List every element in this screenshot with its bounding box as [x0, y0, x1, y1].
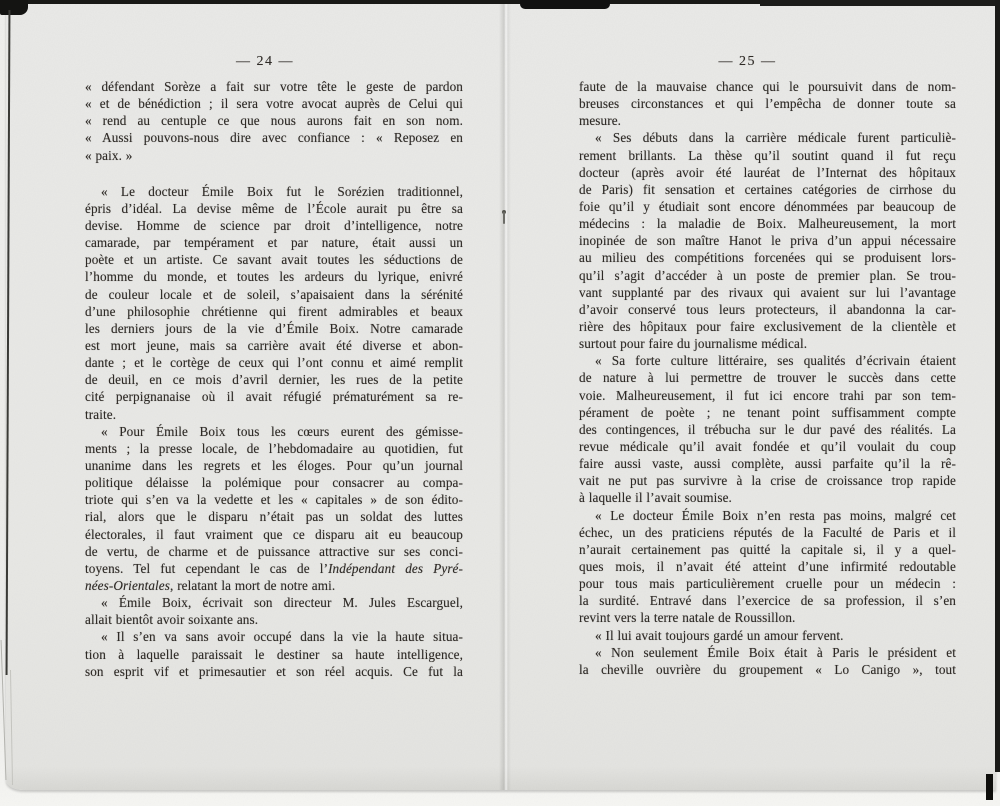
text-line: « rend au centuple ce que nous aurons fait en son nom.: [85, 113, 463, 129]
text-line: pérament de poète ; ne tenant point suffisamment compte: [579, 404, 956, 420]
text-line: docteur (après avoir été lauréat de l’Internat des hôpitaux: [579, 164, 956, 180]
text-line: rement brillants. La thèse qu’il soutint quand il fut reçu: [579, 147, 956, 163]
text-line: de couleur locale et de soleil, s’apaisaient dans la sérénité: [85, 286, 463, 302]
paragraph: [579, 352, 956, 506]
text-line: « et de bénédiction ; il sera votre avocat auprès de Celui qui: [85, 96, 463, 112]
text-line: l’homme du monde, et toutes les ardeurs du lyrique, enivré: [85, 269, 463, 285]
text-line: de deuil, en ce mois d’avril dernier, les rues de la petite: [85, 372, 463, 388]
text-line: les derniers jours de la vie d’Émile Boix. Notre camarade: [85, 320, 463, 336]
text-line: rial, alors que le disparu n’était pas un soldat des luttes: [85, 509, 463, 525]
text-line: politique délaisse la polémique pour consacrer au compa-: [85, 475, 463, 491]
text-line: unanime dans les regrets et les éloges. Pour qu’un journal: [85, 457, 463, 473]
scan-edge-top-bump: [520, 0, 610, 9]
page-24: [85, 54, 463, 680]
paragraph: [85, 628, 463, 679]
paragraph: [579, 644, 956, 678]
staple-icon: [503, 212, 505, 224]
text-line: nées-Orientales, relatant la mort de notre ami.: [85, 577, 336, 593]
text-line: échec, un des praticiens réputés de la Faculté de Paris et il: [579, 524, 956, 540]
page-25: [579, 54, 956, 678]
text-line: de vertu, de charme et de puissance attractive sur ses conci-: [85, 543, 463, 559]
paragraph: [85, 78, 463, 164]
text-line: cité perpignanaise où il avait réfugié prématurément sa re-: [85, 389, 463, 405]
text-line: devise. Homme de science par droit d’intelligence, notre: [85, 217, 463, 233]
text-line: « Sa forte culture littéraire, ses qualités d’écrivain étaient: [595, 353, 956, 369]
text-line: « paix. »: [85, 147, 133, 163]
page-24-text: [85, 78, 463, 680]
text-line: d’avoir conservé tous leurs protecteurs, il abandonna la car-: [579, 301, 956, 317]
text-line: toyens. Tel fut cependant le cas de l’Indépendant des Pyré-: [85, 560, 463, 576]
text-line: à laquelle il l’avait soumise.: [579, 490, 732, 506]
page-25-text: [579, 78, 956, 678]
text-line: son esprit vif et primesautier et son réel acquis. Ce fut la: [85, 663, 463, 679]
scan-edge-right: [995, 0, 1000, 772]
scan-edge-top-right: [760, 0, 1000, 6]
text-line: pour tous mais particulièrement cruelle pour un médecin :: [579, 576, 956, 592]
text-line: « Aussi pouvons-nous dire avec confiance : « Reposez en: [85, 130, 463, 146]
paragraph: [579, 507, 956, 627]
text-line: traite.: [85, 406, 117, 422]
text-line: camarade, par tempérament et par nature, était aussi un: [85, 235, 463, 251]
text-line: médecins : la maladie de Boix. Malheureusement, la mort: [579, 216, 956, 232]
text-line: inopinée de son maître Hanot le priva d’un appui nécessaire: [579, 233, 956, 249]
text-line: foie qu’il y étudiait sont encore dénommées par beaucoup de: [579, 198, 956, 214]
paragraph: [85, 183, 463, 423]
text-line: triote qui s’en va la vedette et les « capitales » de son édito-: [85, 492, 463, 508]
text-line: vant supplanté par des rivaux qui avaient sur lui l’avantage: [579, 284, 956, 300]
text-line: surtout pour faire du journalisme médical.: [579, 336, 808, 352]
text-line: revue médicale qu’il avait fondée et qu’il voulait du coup: [579, 438, 956, 454]
text-line: ments ; la presse locale, de l’hebdomadaire au quotidien, fut: [85, 440, 463, 456]
text-line: qu’il s’agit d’accéder à un poste de premier plan. Se trou-: [579, 267, 956, 283]
page-number: — 24 —: [236, 54, 294, 69]
text-line: voie. Malheureusement, il fut ici encore trahi par son tem-: [579, 387, 956, 403]
text-line: dante ; et le cortège de ceux qui l’ont connu et aimé remplit: [85, 355, 463, 371]
text-line: revint vers la terre natale de Roussillon.: [579, 610, 796, 626]
scan-corner-mark-bottom-right: [986, 774, 993, 800]
text-line: « Il s’en va sans avoir occupé dans la vie la haute situa-: [101, 629, 463, 645]
text-line: ques mois, il n’avait été atteint d’une infirmité redoutable: [579, 558, 956, 574]
paragraph: [85, 423, 463, 594]
paragraph: [579, 78, 956, 129]
scan-corner-mark: [0, 0, 28, 15]
text-line: « Le docteur Émile Boix n’en resta pas moins, malgré cet: [595, 507, 956, 523]
scan-bottom-area: [0, 792, 1000, 806]
paragraph: [579, 129, 956, 352]
text-line: électorales, il faut vraiment que ce disparu ait eu beaucoup: [85, 526, 463, 542]
paragraph: [85, 594, 463, 628]
text-line: tion à laquelle paraissait le destiner sa haute intelligence,: [85, 646, 463, 662]
text-line: épris d’idéal. La devise même de l’École aurait pu être sa: [85, 200, 463, 216]
page-number: — 25 —: [718, 54, 777, 69]
text-line: de Paris) fit sensation et certaines catégories de cirrhose du: [579, 181, 956, 197]
text-line: « Pour Émile Boix tous les cœurs eurent des gémisse-: [101, 423, 463, 439]
text-line: de nature à lui permettre de trouver le succès dans cette: [579, 370, 956, 386]
text-line: la surdité. Entravé dans l’exercice de sa profession, il s’en: [579, 593, 956, 609]
text-line: « Le docteur Émile Boix fut le Sorézien traditionnel,: [101, 183, 463, 199]
text-line: « Il lui avait toujours gardé un amour fervent.: [595, 627, 844, 643]
text-line: faire aussi vaste, aussi complète, aussi parfaite qu’il la rê-: [579, 456, 956, 472]
text-line: vait ne put pas survivre à la crise de croissance trop rapide: [579, 473, 956, 489]
text-line: faute de la mauvaise chance qui le poursuivit dans de nom-: [579, 79, 956, 94]
text-line: rière des hôpitaux pour faire exclusivement de la clientèle et: [579, 318, 956, 334]
text-line: n’aurait certainement pas quitté la capitale si, il y a quel-: [579, 541, 956, 557]
text-line: poète et un artiste. Ce savant avait toutes les séductions de: [85, 252, 463, 268]
text-line: des contingences, il trébucha sur le dur pavé des réalités. La: [579, 421, 956, 437]
text-line: « défendant Sorèze a fait sur votre tête le geste de pardon: [85, 79, 463, 94]
text-line: allait bientôt avoir soixante ans.: [85, 612, 259, 628]
paragraph: [579, 627, 956, 644]
text-line: « Ses débuts dans la carrière médicale furent particuliè-: [595, 130, 956, 146]
text-line: est mort jeune, mais sa carrière avait été diverse et abon-: [85, 337, 463, 353]
text-line: « Émile Boix, écrivait son directeur M. Jules Escarguel,: [101, 595, 463, 611]
text-line: mesure.: [579, 113, 622, 129]
text-line: au milieu des compétitions forcenées qui se produisent lors-: [579, 250, 956, 266]
page-gutter: [499, 3, 511, 790]
text-line: la cheville ouvrière du groupement « Lo Canigo », tout: [579, 661, 956, 677]
text-line: breuses circonstances et qui l’empêcha de donner toute sa: [579, 96, 956, 112]
text-line: d’une philosophie chrétienne qui firent admirables et beaux: [85, 303, 463, 319]
text-line: « Non seulement Émile Boix était à Paris le président et: [595, 644, 956, 660]
